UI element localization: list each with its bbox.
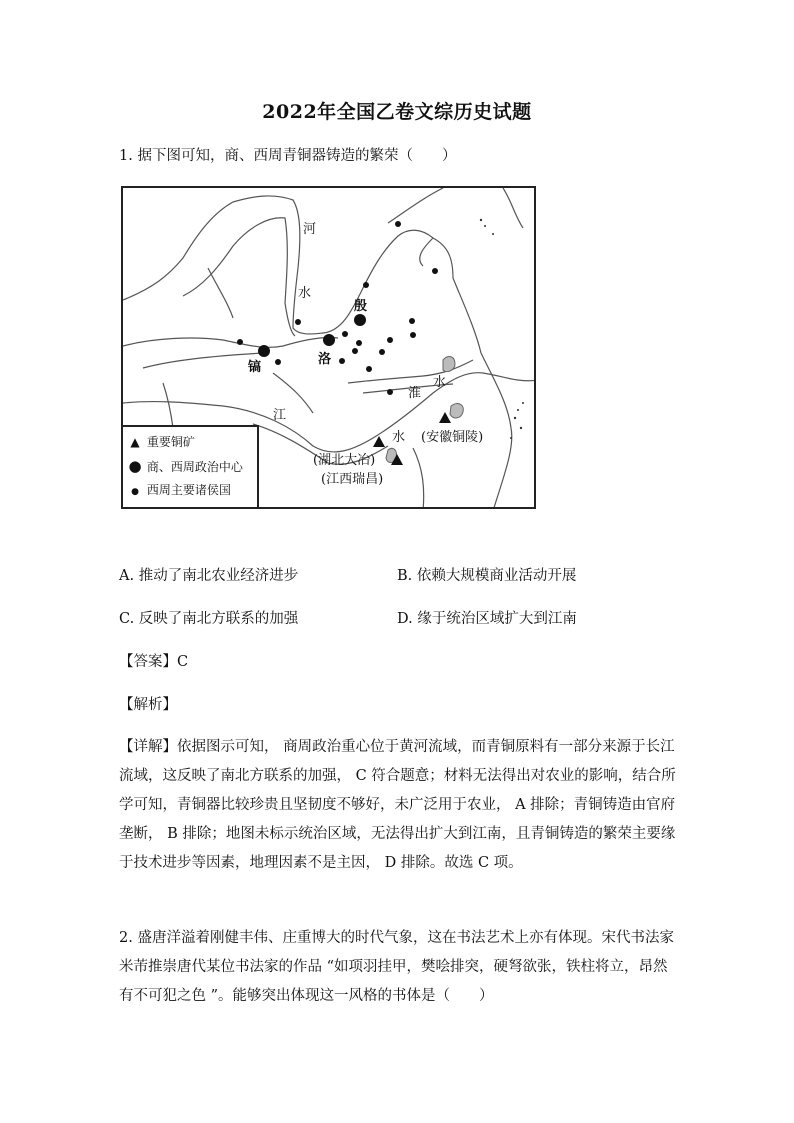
- yellow-river: [123, 196, 433, 334]
- map-label-anhui-tongling: (安徽铜陵): [421, 430, 484, 445]
- map-label-shui-2: 水: [433, 375, 447, 390]
- wei-river: [123, 337, 338, 347]
- map-label-shui-3: 水: [392, 430, 406, 445]
- map-label-yin: 殷: [354, 299, 368, 314]
- lake-3: [450, 404, 463, 418]
- vassal-state: [295, 319, 301, 325]
- vassal-state: [342, 331, 348, 337]
- map-legend: [123, 425, 259, 507]
- lake: [443, 357, 455, 372]
- vassal-state: [366, 366, 372, 372]
- question-2-stem: 2. 盛唐洋溢着刚健丰伟、庄重博大的时代气象，这在书法艺术上亦有体现。宋代书法家米芾推崇唐代某位书法家的作品 “如项羽挂甲，樊哙排突，硬弩欲张，铁柱将立，昂然有不可犯之色 ”。能够突出体现这一风格的书体是（ ）: [119, 930, 674, 1004]
- vassal-state: [356, 340, 362, 346]
- map-label-hao: 镐: [248, 360, 262, 375]
- map-label-jiangxi-ruichang: (江西瑞昌): [321, 472, 384, 487]
- copper-mine-tongling: [439, 412, 451, 423]
- answer-value: C: [177, 654, 189, 670]
- vassal-state: [237, 339, 243, 345]
- option-d: D. 缘于统治区域扩大到江南: [397, 611, 577, 627]
- option-b: B. 依赖大规模商业活动开展: [397, 568, 577, 584]
- vassal-state: [432, 268, 438, 274]
- vassal-state: [387, 389, 393, 395]
- map-label-jiang: 江: [273, 408, 287, 423]
- vassal-state: [352, 348, 358, 354]
- vassal-state: [409, 318, 415, 324]
- triangle-icon: ▲: [130, 435, 140, 449]
- legend-row-center: ● 商、西周政治中心: [127, 454, 257, 478]
- answer-line: [119, 650, 188, 671]
- option-c: C. 反映了南北方联系的加强: [119, 611, 299, 627]
- large-dot-icon: ●: [128, 457, 142, 475]
- vassal-state: [395, 221, 401, 227]
- vassal-state: [275, 359, 281, 365]
- small-dot-icon: ●: [131, 487, 139, 497]
- legend-row-copper: ▲ 重要铜矿: [127, 430, 257, 454]
- copper-mine-daye: [373, 436, 385, 447]
- vassal-state: [363, 282, 369, 288]
- vassal-state: [379, 349, 385, 355]
- explanation-paragraph: 【详解】依据图示可知， 商周政治重心位于黄河流域，而青铜原料有一部分来源于长江流域，这反映了南北方联系的加强， C 符合题意；材料无法得出对农业的影响，结合所学可知，青铜器比较珍贵且坚韧度不够好，未广泛用于农业， A 排除；青铜铸造由官府垄断， B 排除；地图未标示统治区域，无法得出扩大到江南，且青铜铸造的繁荣主要缘于技术进步等因素，地理因素不是主因， D 排除。故选 C 项。: [119, 739, 676, 871]
- historical-map: [121, 186, 536, 509]
- capital-luo: [323, 334, 335, 346]
- answer-label: 【答案】: [119, 654, 177, 670]
- map-label-hubei-daye: (湖北大冶): [313, 453, 376, 468]
- map-label-huai: 淮: [408, 386, 422, 401]
- analysis-label: 【解析】: [119, 697, 177, 713]
- map-label-luo: 洛: [318, 352, 332, 367]
- capital-yin: [354, 314, 366, 326]
- option-a: A. 推动了南北农业经济进步: [119, 568, 299, 584]
- vassal-state: [387, 337, 393, 343]
- vassal-state: [339, 358, 345, 364]
- coastline: [388, 188, 512, 509]
- question-1-stem: 1. 据下图可知，商、西周青铜器铸造的繁荣（ ）: [119, 148, 457, 164]
- legend-row-state: ● 西周主要诸侯国: [127, 478, 257, 502]
- page-title: 2022年全国乙卷文综历史试题: [262, 101, 532, 123]
- vassal-state: [410, 332, 416, 338]
- map-label-shui: 水: [298, 286, 312, 301]
- map-label-he: 河: [303, 222, 317, 237]
